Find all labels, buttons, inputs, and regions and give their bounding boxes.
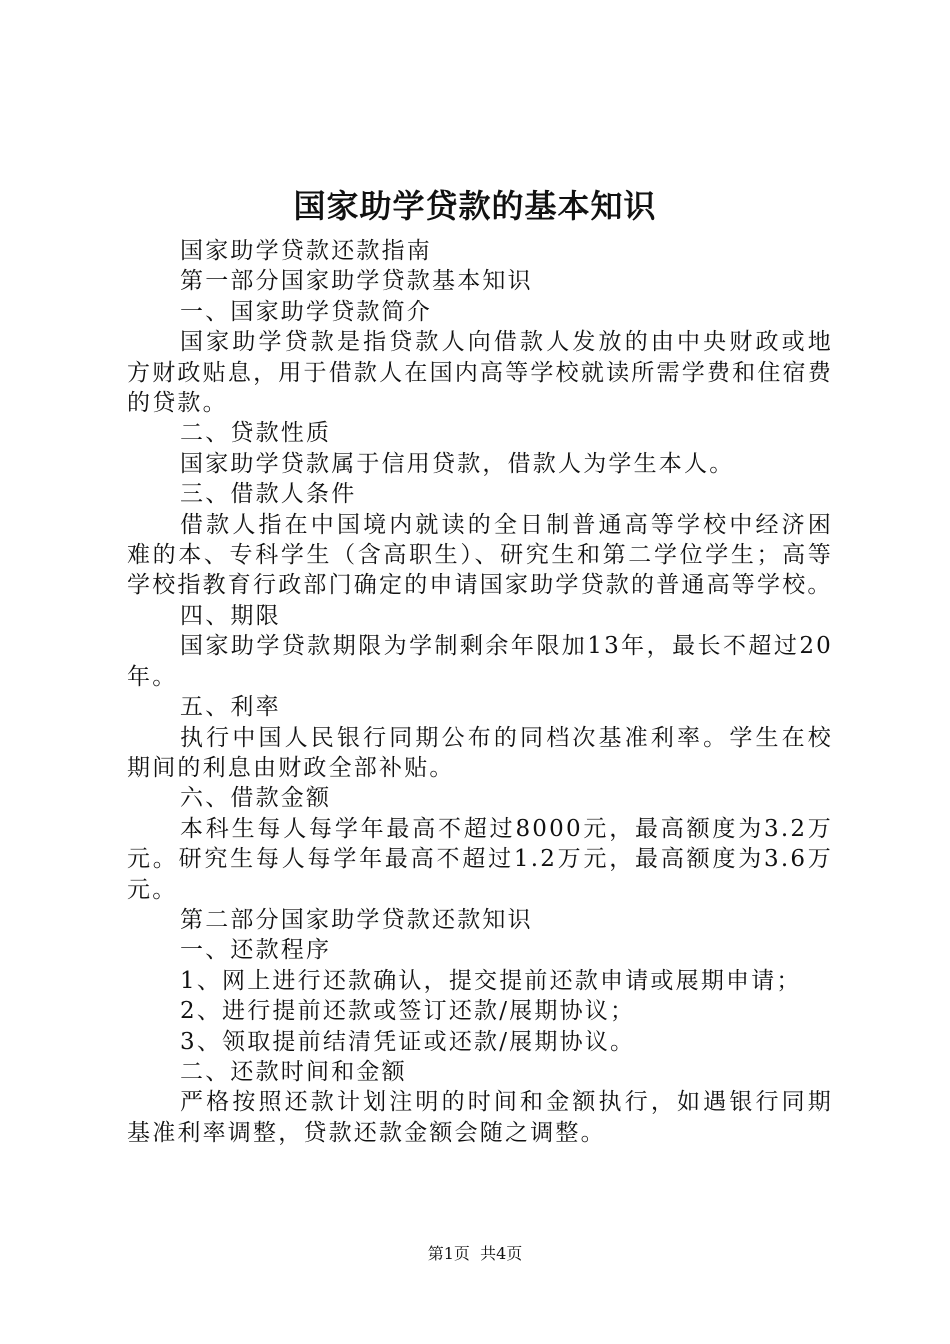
paragraph: 国家助学贷款属于信用贷款，借款人为学生本人。 — [180, 450, 735, 477]
subsection-heading: 三、借款人条件 — [180, 481, 357, 508]
document-title: 国家助学贷款的基本知识 — [293, 187, 657, 225]
page-number-footer: 第1页 共4页 — [427, 1244, 523, 1263]
subsection-heading: 一、还款程序 — [180, 937, 332, 964]
paragraph: 执行中国人民银行同期公布的同档次基准利率。学生在校期间的利息由财政全部补贴。 — [127, 724, 833, 781]
subsection-heading: 六、借款金额 — [180, 785, 332, 812]
paragraph: 本科生每人每学年最高不超过8000元，最高额度为3.2万元。研究生每人每学年最高不超过1.2万元，最高额度为3.6万元。 — [127, 815, 833, 903]
subsection-heading: 五、利率 — [180, 694, 281, 721]
paragraph: 严格按照还款计划注明的时间和金额执行，如遇银行同期基准利率调整，贷款还款金额会随之调整。 — [127, 1089, 833, 1146]
paragraph: 国家助学贷款期限为学制剩余年限加13年，最长不超过20年。 — [127, 633, 833, 690]
list-item: 2、进行提前还款或签订还款/展期协议； — [180, 998, 636, 1025]
section-heading: 第二部分国家助学贷款还款知识 — [180, 906, 533, 933]
paragraph: 国家助学贷款还款指南 — [180, 238, 432, 264]
subsection-heading: 二、还款时间和金额 — [180, 1058, 407, 1085]
document-body — [127, 236, 833, 1148]
paragraph: 国家助学贷款是指贷款人向借款人发放的由中央财政或地方财政贴息，用于借款人在国内高等学校就读所需学费和住宿费的贷款。 — [127, 329, 833, 417]
paragraph: 借款人指在中国境内就读的全日制普通高等学校中经济困难的本、专科学生（含高职生）、研究生和第二学位学生；高等学校指教育行政部门确定的申请国家助学贷款的普通高等学校。 — [127, 511, 833, 599]
subsection-heading: 一、国家助学贷款简介 — [180, 298, 432, 325]
list-item: 1、网上进行还款确认，提交提前还款申请或展期申请； — [180, 967, 802, 994]
subsection-heading: 二、贷款性质 — [180, 420, 332, 447]
subsection-heading: 四、期限 — [180, 602, 281, 629]
section-heading: 第一部分国家助学贷款基本知识 — [180, 268, 533, 295]
list-item: 3、领取提前结清凭证或还款/展期协议。 — [180, 1028, 636, 1055]
